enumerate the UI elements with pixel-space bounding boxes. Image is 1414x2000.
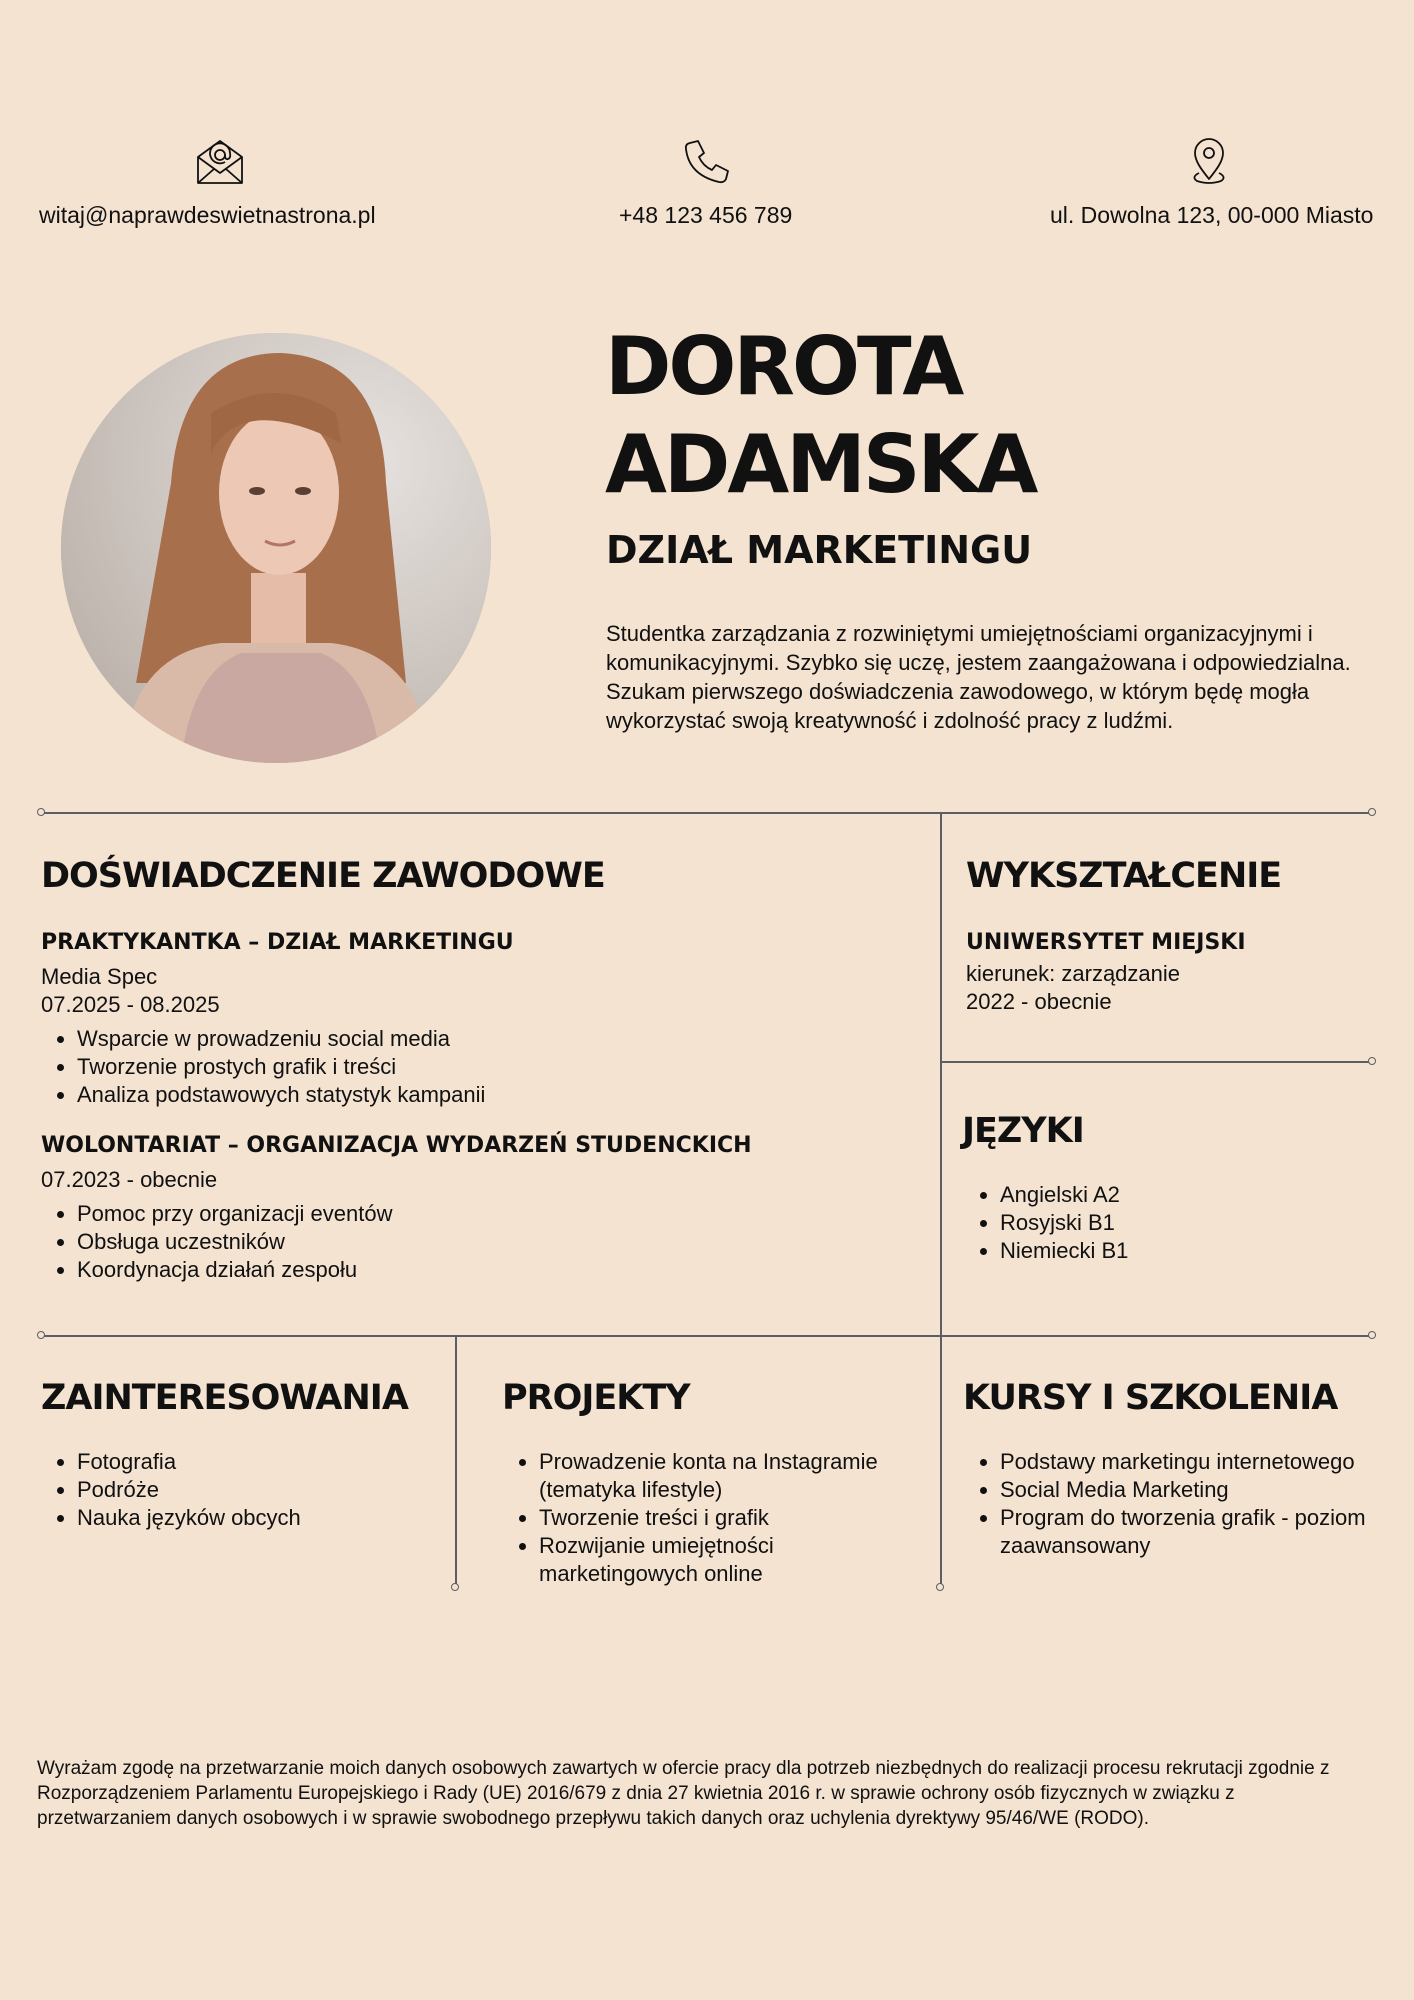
divider-top	[41, 812, 1372, 814]
last-name: ADAMSKA	[605, 418, 1036, 511]
job-dates-1: 07.2025 - 08.2025	[41, 992, 220, 1017]
list-item: • Tworzenie prostych grafik i treści	[77, 1053, 485, 1081]
list-item: • Koordynacja działań zespołu	[77, 1256, 392, 1284]
list-item: • Prowadzenie konta na Instagramie (tematyka lifestyle)	[539, 1448, 929, 1504]
projects-list	[503, 1448, 929, 1588]
line-end-dot	[37, 1331, 45, 1339]
line-end-dot	[1368, 808, 1376, 816]
list-item: • Program do tworzenia grafik - poziom zaawansowany	[1000, 1504, 1385, 1560]
map-pin-icon	[1181, 133, 1237, 189]
list-item: • Pomoc przy organizacji eventów	[77, 1200, 392, 1228]
profile-photo	[61, 333, 491, 763]
list-item: • Wsparcie w prowadzeniu social media	[77, 1025, 485, 1053]
list-item: • Angielski A2	[1000, 1181, 1128, 1209]
person-name	[605, 318, 1035, 514]
job-company-1: Media Spec	[41, 964, 158, 989]
first-name: DOROTA	[605, 320, 962, 413]
list-item: • Podstawy marketingu internetowego	[1000, 1448, 1385, 1476]
list-item: • Nauka języków obcych	[77, 1504, 457, 1532]
address-text: ul. Dowolna 123, 00-000 Miasto	[1050, 202, 1374, 228]
courses-list	[964, 1448, 1385, 1560]
list-item: • Niemiecki B1	[1000, 1237, 1128, 1265]
role-title: DZIAŁ MARKETINGU	[606, 528, 1033, 572]
envelope-icon	[192, 133, 248, 189]
list-item: • Rozwijanie umiejętności marketingowych online	[539, 1532, 929, 1588]
line-end-dot	[1368, 1331, 1376, 1339]
line-end-dot	[451, 1583, 459, 1591]
interests-heading: ZAINTERESOWANIA	[41, 1378, 408, 1418]
line-end-dot	[37, 808, 45, 816]
job-tasks-2	[41, 1200, 392, 1284]
divider-bottom	[41, 1335, 1372, 1337]
list-item: • Rosyjski B1	[1000, 1209, 1128, 1237]
languages-list	[964, 1181, 1128, 1265]
list-item: • Fotografia	[77, 1448, 457, 1476]
job-tasks-1	[41, 1025, 485, 1109]
list-item: • Podróże	[77, 1476, 457, 1504]
list-item: • Analiza podstawowych statystyk kampanii	[77, 1081, 485, 1109]
languages-heading: JĘZYKI	[962, 1111, 1084, 1151]
education-dates: 2022 - obecnie	[966, 989, 1112, 1014]
school-name: UNIWERSYTET MIEJSKI	[966, 930, 1246, 955]
phone-icon	[678, 133, 734, 189]
experience-heading: DOŚWIADCZENIE ZAWODOWE	[41, 856, 605, 896]
divider-vertical-right	[940, 813, 942, 1589]
phone-text[interactable]: +48 123 456 789	[619, 202, 793, 228]
gdpr-consent: Wyrażam zgodę na przetwarzanie moich danych osobowych zawartych w ofercie pracy dla potrzeb niezbędnych do realizacji procesu rekrutacji zgodnie z Rozporządzeniem Parlamentu Europejskiego i Rady (UE) 2016/679 z dnia 27 kwietnia 2016 r. w sprawie ochrony osób fizycznych w związku z przetwarzaniem danych osobowych i w sprawie swobodnego przepływu takich danych oraz uchylenia dyrektywy 95/46/WE (RODO).	[37, 1758, 1330, 1829]
summary-text: Studentka zarządzania z rozwiniętymi umiejętnościami organizacyjnymi i komunikacyjnymi. Szybko się uczę, jestem zaangażowana i odpowiedzialna. Szukam pierwszego doświadczenia zawodowego, w którym będę mogła wykorzystać swoją kreatywność i zdolność pracy z ludźmi.	[606, 621, 1351, 733]
divider-edu-lang	[941, 1061, 1372, 1063]
list-item: • Obsługa uczestników	[77, 1228, 392, 1256]
job-title-1: PRAKTYKANTKA – DZIAŁ MARKETINGU	[41, 930, 514, 955]
field-of-study: kierunek: zarządzanie	[966, 961, 1181, 986]
list-item: • Tworzenie treści i grafik	[539, 1504, 929, 1532]
education-heading: WYKSZTAŁCENIE	[966, 856, 1282, 896]
projects-heading: PROJEKTY	[502, 1378, 690, 1418]
job-dates-2: 07.2023 - obecnie	[41, 1167, 218, 1192]
list-item: • Social Media Marketing	[1000, 1476, 1385, 1504]
interests-list	[41, 1448, 457, 1532]
line-end-dot	[936, 1583, 944, 1591]
courses-heading: KURSY I SZKOLENIA	[963, 1378, 1338, 1418]
line-end-dot	[1368, 1057, 1376, 1065]
job-title-2: WOLONTARIAT – ORGANIZACJA WYDARZEŃ STUDENCKICH	[41, 1133, 752, 1158]
email-text[interactable]: witaj@naprawdeswietnastrona.pl	[39, 202, 376, 228]
